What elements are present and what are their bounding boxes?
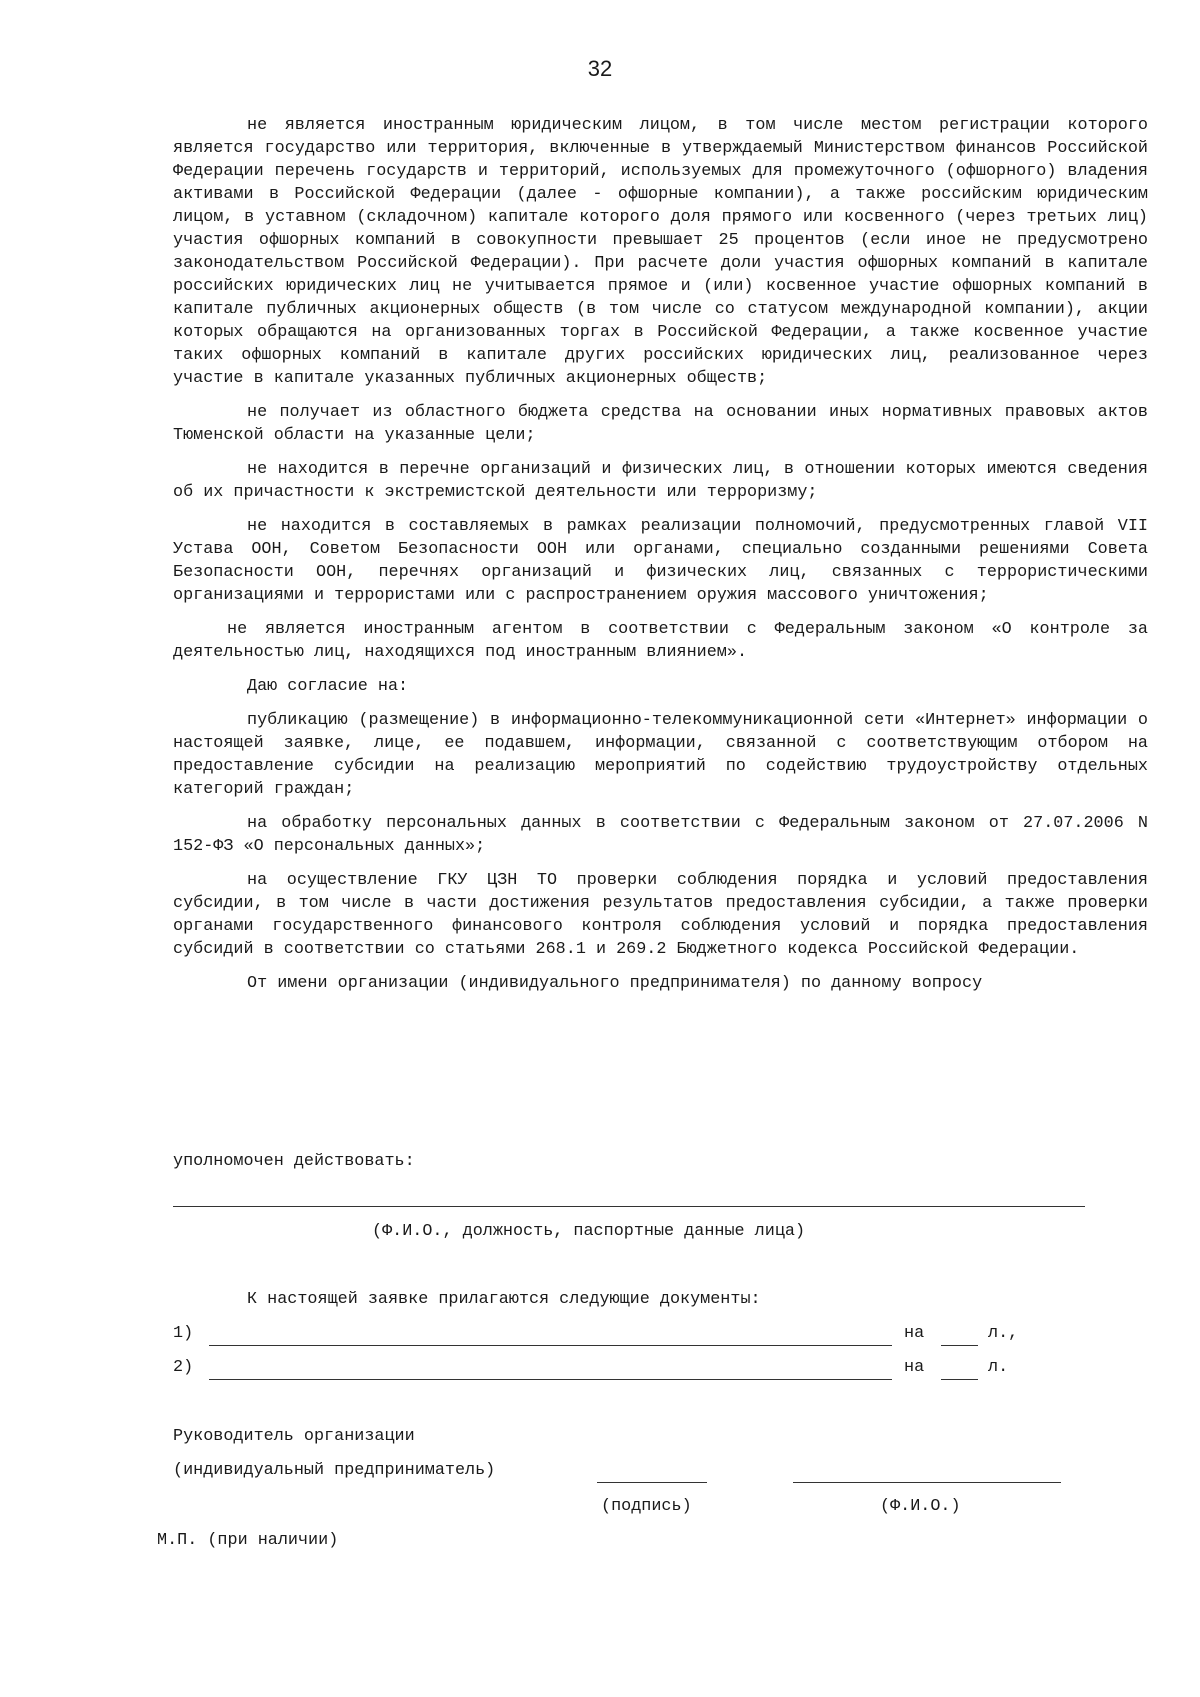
paragraph-consent-heading: Даю согласие на: [247, 677, 409, 696]
paragraph-authorized-intro: От имени организации (индивидуального предпринимателя) по данному вопросу [247, 974, 983, 993]
page-number: 32 [587, 56, 613, 81]
attachments-intro: К настоящей заявке прилагаются следующие документы: [247, 1290, 761, 1309]
attachment-blank-line [209, 1345, 892, 1346]
stamp-label: М.П. (при наличии) [157, 1531, 339, 1550]
signature-title-line2: (индивидуальный предприниматель) [173, 1461, 496, 1480]
signature-caption: (подпись) [601, 1497, 692, 1516]
attachment-pages-blank [941, 1345, 978, 1346]
attachment-number: 2) [173, 1358, 194, 1377]
signature-fio-caption: (Ф.И.О.) [880, 1497, 961, 1516]
authorized-line: уполномочен действовать: [173, 1152, 415, 1171]
attachment-na-label: на [904, 1358, 925, 1377]
document-body [173, 114, 1148, 1006]
attachment-pages-label: л. [988, 1358, 1009, 1377]
paragraph-extremism: не находится в перечне организаций и физических лиц, в отношении которых имеются сведения об их причастности к экстремистской деятельности или терроризму; [173, 460, 1148, 502]
paragraph-consent-publication: публикацию (размещение) в информационно-телекоммуникационной сети «Интернет» информации о настоящей заявке, лице, ее подавшем, информации, связанной с соответствующим отбором на предоставление субсидии на реализацию мероприятий по содействию трудоустройству отдельных категорий граждан; [173, 711, 1148, 799]
attachment-blank-line [209, 1379, 892, 1380]
attachment-number: 1) [173, 1324, 194, 1343]
paragraph-consent-personal-data: на обработку персональных данных в соответствии с Федеральным законом от 27.07.2006 N 152-ФЗ «О персональных данных»; [173, 814, 1148, 856]
paragraph-foreign-agent: не является иностранным агентом в соответствии с Федеральным законом «О контроле за деятельностью лиц, находящихся под иностранным влиянием». [173, 620, 1148, 662]
fio-caption: (Ф.И.О., должность, паспортные данные лица) [372, 1222, 806, 1241]
paragraph-offshore: не является иностранным юридическим лицом, в том числе местом регистрации которого является государство или территория, включенные в утверждаемый Министерством финансов Российской Федерации перечень государств и территорий, используемых для промежуточного (офшорного) владения активами в Российской Федерации (далее - офшорные компании), а также российским юридическим лицом, в уставном (складочном) капитале которого доля прямого или косвенного (через третьих лиц) участия офшорных компаний в совокупности превышает 25 процентов (если иное не предусмотрено законодательством Российской Федерации). При расчете доли участия офшорных компаний в капитале российских юридических лиц не учитывается прямое и (или) косвенное участие офшорных компаний в капитале публичных акционерных обществ (в том числе со статусом международной компании), акции которых обращаются на организованных торгах в Российской Федерации, а также косвенное участие таких офшорных компаний в капитале других российских юридических лиц, реализованное через участие в капитале указанных публичных акционерных обществ; [173, 116, 1148, 388]
attachment-pages-blank [941, 1379, 978, 1380]
attachment-na-label: на [904, 1324, 925, 1343]
signature-title-line1: Руководитель организации [173, 1427, 415, 1446]
paragraph-un-lists: не находится в составляемых в рамках реализации полномочий, предусмотренных главой VII Устава ООН, Советом Безопасности ООН или органами, специально созданными решениями Совета Безопасности ООН, перечнях организаций и физических лиц, связанных с террористическими организациями и террористами или с распространением оружия массового уничтожения; [173, 517, 1148, 605]
fio-blank-line [173, 1206, 1085, 1207]
paragraph-regional-budget: не получает из областного бюджета средства на основании иных нормативных правовых актов Тюменской области на указанные цели; [173, 403, 1148, 445]
paragraph-consent-audit: на осуществление ГКУ ЦЗН ТО проверки соблюдения порядка и условий предоставления субсидии, в том числе в части достижения результатов предоставления субсидии, а также проверки органами государственного финансового контроля соблюдения условий и порядка предоставления субсидий в соответствии со статьями 268.1 и 269.2 Бюджетного кодекса Российской Федерации. [173, 871, 1148, 959]
signature-blank-line [597, 1482, 707, 1483]
attachment-pages-label: л., [988, 1324, 1019, 1343]
signature-fio-blank-line [793, 1482, 1061, 1483]
